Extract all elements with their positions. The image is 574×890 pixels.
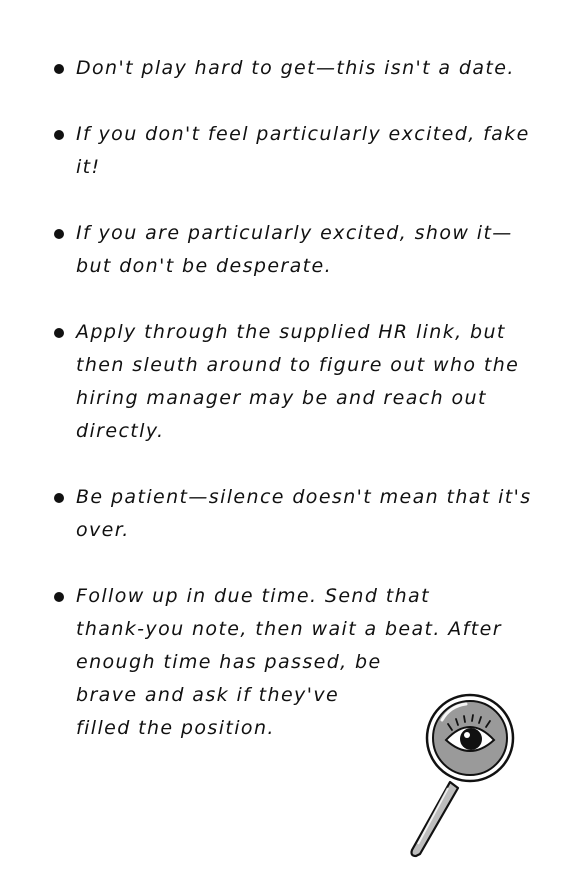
tip-item bbox=[52, 118, 546, 184]
tip-text: Be patient—silence doesn't mean that it's over. bbox=[76, 486, 532, 541]
bullet-icon bbox=[54, 592, 64, 602]
bullet-icon bbox=[54, 229, 64, 239]
tip-text: Don't play hard to get—this isn't a date. bbox=[76, 57, 515, 79]
bullet-icon bbox=[54, 493, 64, 503]
tip-item bbox=[52, 481, 536, 547]
tip-item bbox=[52, 217, 516, 283]
tip-text: Follow up in due time. Send that thank-you note, then wait a beat. After enough time has passed, be brave and ask if they've filled the position. bbox=[76, 585, 502, 739]
tips-list bbox=[52, 52, 532, 745]
bullet-icon bbox=[54, 328, 64, 338]
bullet-icon bbox=[54, 130, 64, 140]
tip-item bbox=[52, 52, 546, 85]
tip-item bbox=[52, 316, 536, 448]
tip-text: If you don't feel particularly excited, fake it! bbox=[76, 123, 530, 178]
bullet-icon bbox=[54, 64, 64, 74]
tip-text: If you are particularly excited, show it—but don't be desperate. bbox=[76, 222, 513, 277]
tip-text: Apply through the supplied HR link, but then sleuth around to figure out who the hiring manager may be and reach out directly. bbox=[76, 321, 520, 442]
magnifying-glass-eye-icon bbox=[398, 690, 528, 860]
